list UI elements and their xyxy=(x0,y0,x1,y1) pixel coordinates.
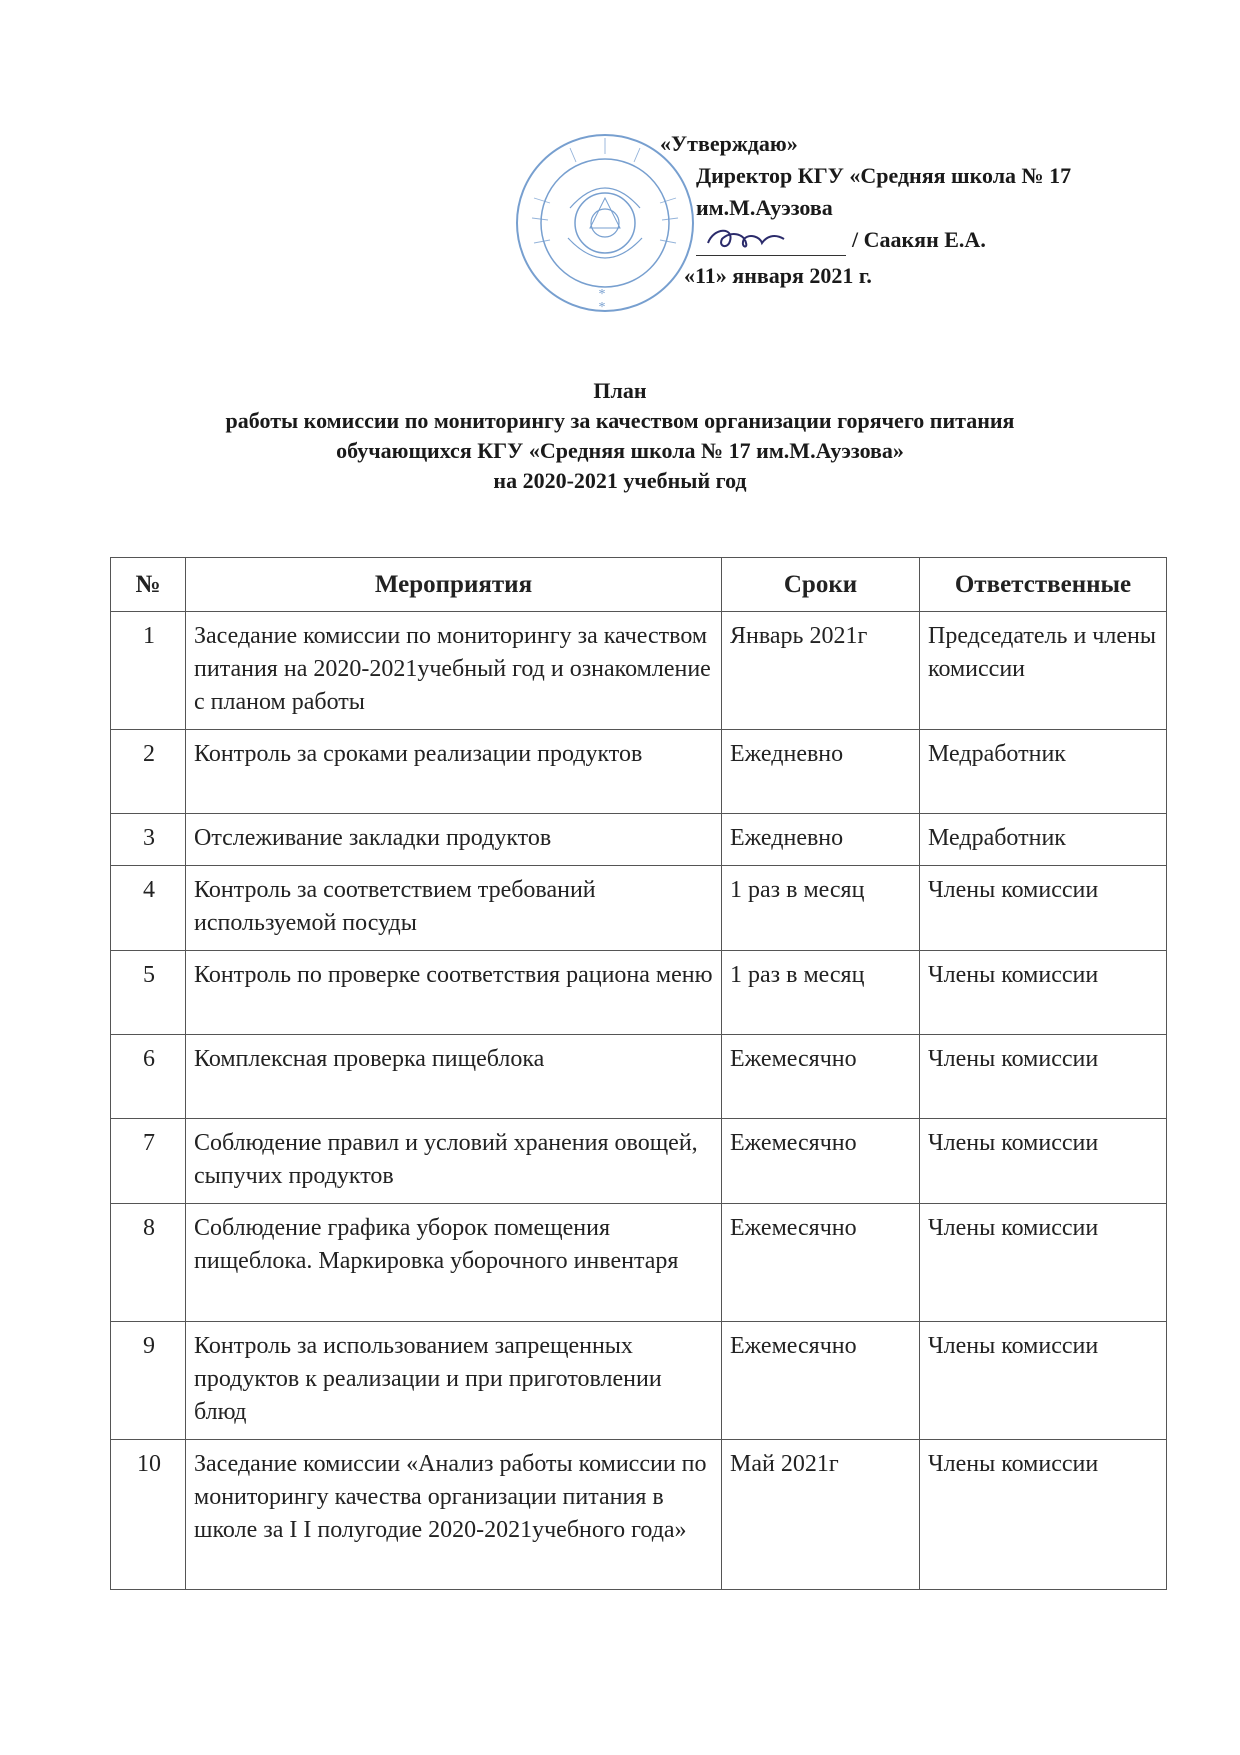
table-row xyxy=(111,1204,1167,1322)
table-row xyxy=(111,1035,1167,1119)
table-row xyxy=(111,866,1167,951)
document-title xyxy=(120,376,1120,496)
row-event: Соблюдение графика уборок помещения пищеблока. Маркировка уборочного инвентаря xyxy=(186,1204,722,1322)
row-responsible: Медработник xyxy=(920,814,1167,866)
approval-heading: «Утверждаю» xyxy=(660,131,798,156)
row-term: 1 раз в месяц xyxy=(722,866,920,951)
row-event: Контроль за соответствием требований используемой посуды xyxy=(186,866,722,951)
row-responsible: Члены комиссии xyxy=(920,1440,1167,1590)
row-event: Соблюдение правил и условий хранения овощей, сыпучих продуктов xyxy=(186,1119,722,1204)
title-line-3: обучающихся КГУ «Средняя школа № 17 им.М.Ауэзова» xyxy=(336,438,904,463)
row-event: Комплексная проверка пищеблока xyxy=(186,1035,722,1119)
approval-school-name: им.М.Ауэзова xyxy=(696,195,833,220)
row-term: 1 раз в месяц xyxy=(722,951,920,1035)
header-responsible: Ответственные xyxy=(920,558,1167,612)
title-line-2: работы комиссии по мониторингу за качеством организации горячего питания xyxy=(225,408,1015,433)
title-line-1: План xyxy=(593,378,647,403)
handwritten-signature xyxy=(700,223,840,253)
row-responsible: Председатель и члены комиссии xyxy=(920,612,1167,730)
row-term: Январь 2021г xyxy=(722,612,920,730)
row-event: Заседание комиссии по мониторингу за качеством питания на 2020-2021учебный год и ознакомление с планом работы xyxy=(186,612,722,730)
row-number: 9 xyxy=(111,1322,186,1440)
row-event: Контроль за сроками реализации продуктов xyxy=(186,730,722,814)
table-row xyxy=(111,1440,1167,1590)
row-number: 2 xyxy=(111,730,186,814)
row-number: 7 xyxy=(111,1119,186,1204)
row-number: 3 xyxy=(111,814,186,866)
header-number: № xyxy=(111,558,186,612)
row-responsible: Члены комиссии xyxy=(920,1322,1167,1440)
row-responsible: Члены комиссии xyxy=(920,866,1167,951)
row-term: Ежемесячно xyxy=(722,1119,920,1204)
approval-director: Директор КГУ «Средняя школа № 17 xyxy=(696,163,1072,188)
row-term: Ежемесячно xyxy=(722,1035,920,1119)
title-line-4: на 2020-2021 учебный год xyxy=(493,468,747,493)
table-row xyxy=(111,612,1167,730)
row-event: Отслеживание закладки продуктов xyxy=(186,814,722,866)
row-term: Ежедневно xyxy=(722,814,920,866)
row-responsible: Члены комиссии xyxy=(920,951,1167,1035)
header-events: Мероприятия xyxy=(186,558,722,612)
row-number: 6 xyxy=(111,1035,186,1119)
row-event: Контроль по проверке соответствия рациона меню xyxy=(186,951,722,1035)
table-header-row xyxy=(111,558,1167,612)
row-number: 4 xyxy=(111,866,186,951)
table-row xyxy=(111,951,1167,1035)
signature-line xyxy=(696,229,846,256)
row-term: Ежемесячно xyxy=(722,1204,920,1322)
row-number: 1 xyxy=(111,612,186,730)
row-responsible: Медработник xyxy=(920,730,1167,814)
row-term: Ежедневно xyxy=(722,730,920,814)
approval-signature-row xyxy=(660,224,1180,256)
row-responsible: Члены комиссии xyxy=(920,1035,1167,1119)
row-term: Ежемесячно xyxy=(722,1322,920,1440)
svg-text:*: * xyxy=(598,300,606,315)
approval-block xyxy=(660,128,1180,292)
table-row xyxy=(111,1119,1167,1204)
signature-name: / Саакян Е.А. xyxy=(852,227,986,252)
row-responsible: Члены комиссии xyxy=(920,1204,1167,1322)
row-event: Контроль за использованием запрещенных продуктов к реализации и при приготовлении блюд xyxy=(186,1322,722,1440)
row-term: Май 2021г xyxy=(722,1440,920,1590)
table-row xyxy=(111,730,1167,814)
svg-text:*: * xyxy=(598,287,606,302)
header-terms: Сроки xyxy=(722,558,920,612)
row-number: 10 xyxy=(111,1440,186,1590)
row-number: 5 xyxy=(111,951,186,1035)
row-number: 8 xyxy=(111,1204,186,1322)
table-row xyxy=(111,1322,1167,1440)
row-event: Заседание комиссии «Анализ работы комиссии по мониторингу качества организации питания в школе за I I полугодие 2020-2021учебного года» xyxy=(186,1440,722,1590)
approval-date: «11» января 2021 г. xyxy=(684,263,872,288)
row-responsible: Члены комиссии xyxy=(920,1119,1167,1204)
table-row xyxy=(111,814,1167,866)
plan-table xyxy=(110,557,1167,1590)
